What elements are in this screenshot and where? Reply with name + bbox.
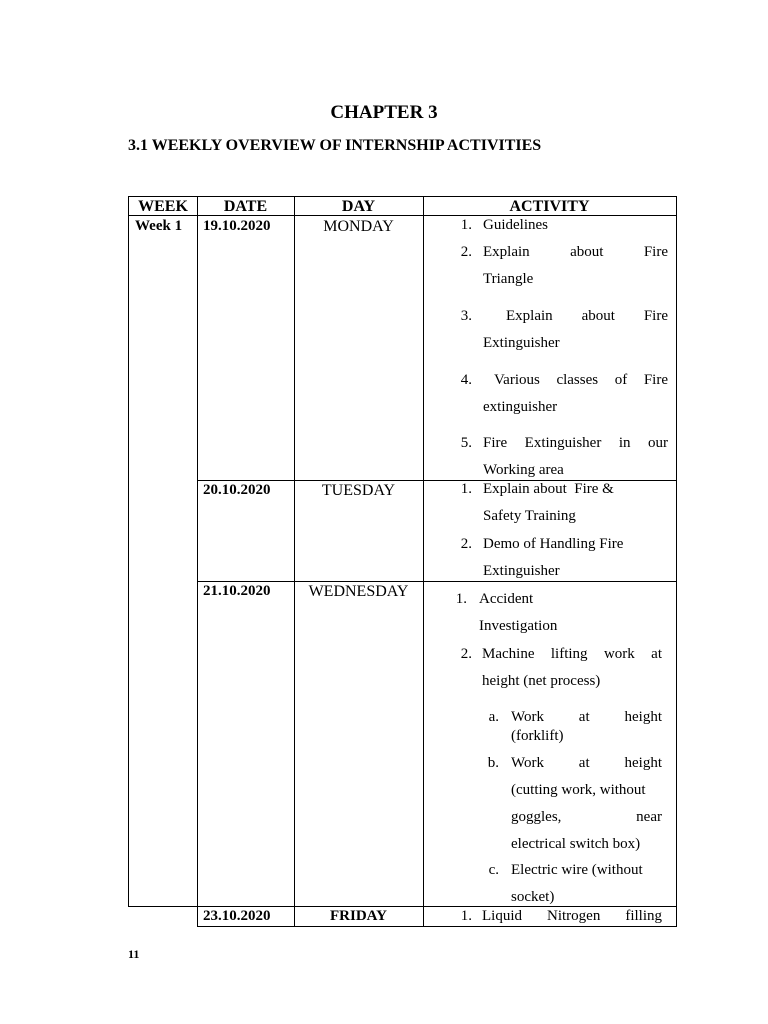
header-activity: ACTIVITY — [509, 198, 590, 215]
date-cell: 23.10.2020 — [203, 908, 271, 924]
table-border-right — [676, 196, 677, 927]
header-date: DATE — [223, 198, 268, 215]
week-cell: Week 1 — [135, 218, 183, 234]
day-cell: FRIDAY — [330, 908, 387, 924]
col-divider — [423, 196, 424, 927]
col-divider — [294, 196, 295, 927]
chapter-heading: CHAPTER 3 — [330, 102, 438, 123]
day-cell: MONDAY — [323, 218, 394, 235]
table-border-top — [128, 196, 677, 197]
date-cell: 19.10.2020 — [203, 218, 271, 234]
col-divider — [197, 196, 198, 927]
day-cell: WEDNESDAY — [308, 583, 409, 600]
date-cell: 20.10.2020 — [203, 482, 271, 498]
day-cell: TUESDAY — [321, 482, 396, 499]
table-border-left — [128, 196, 129, 907]
header-day: DAY — [341, 198, 376, 215]
date-cell: 21.10.2020 — [203, 583, 271, 599]
header-week: WEEK — [138, 198, 188, 215]
section-title: 3.1 WEEKLY OVERVIEW OF INTERNSHIP ACTIVITIES — [128, 137, 542, 154]
page-number: 11 — [128, 947, 140, 961]
